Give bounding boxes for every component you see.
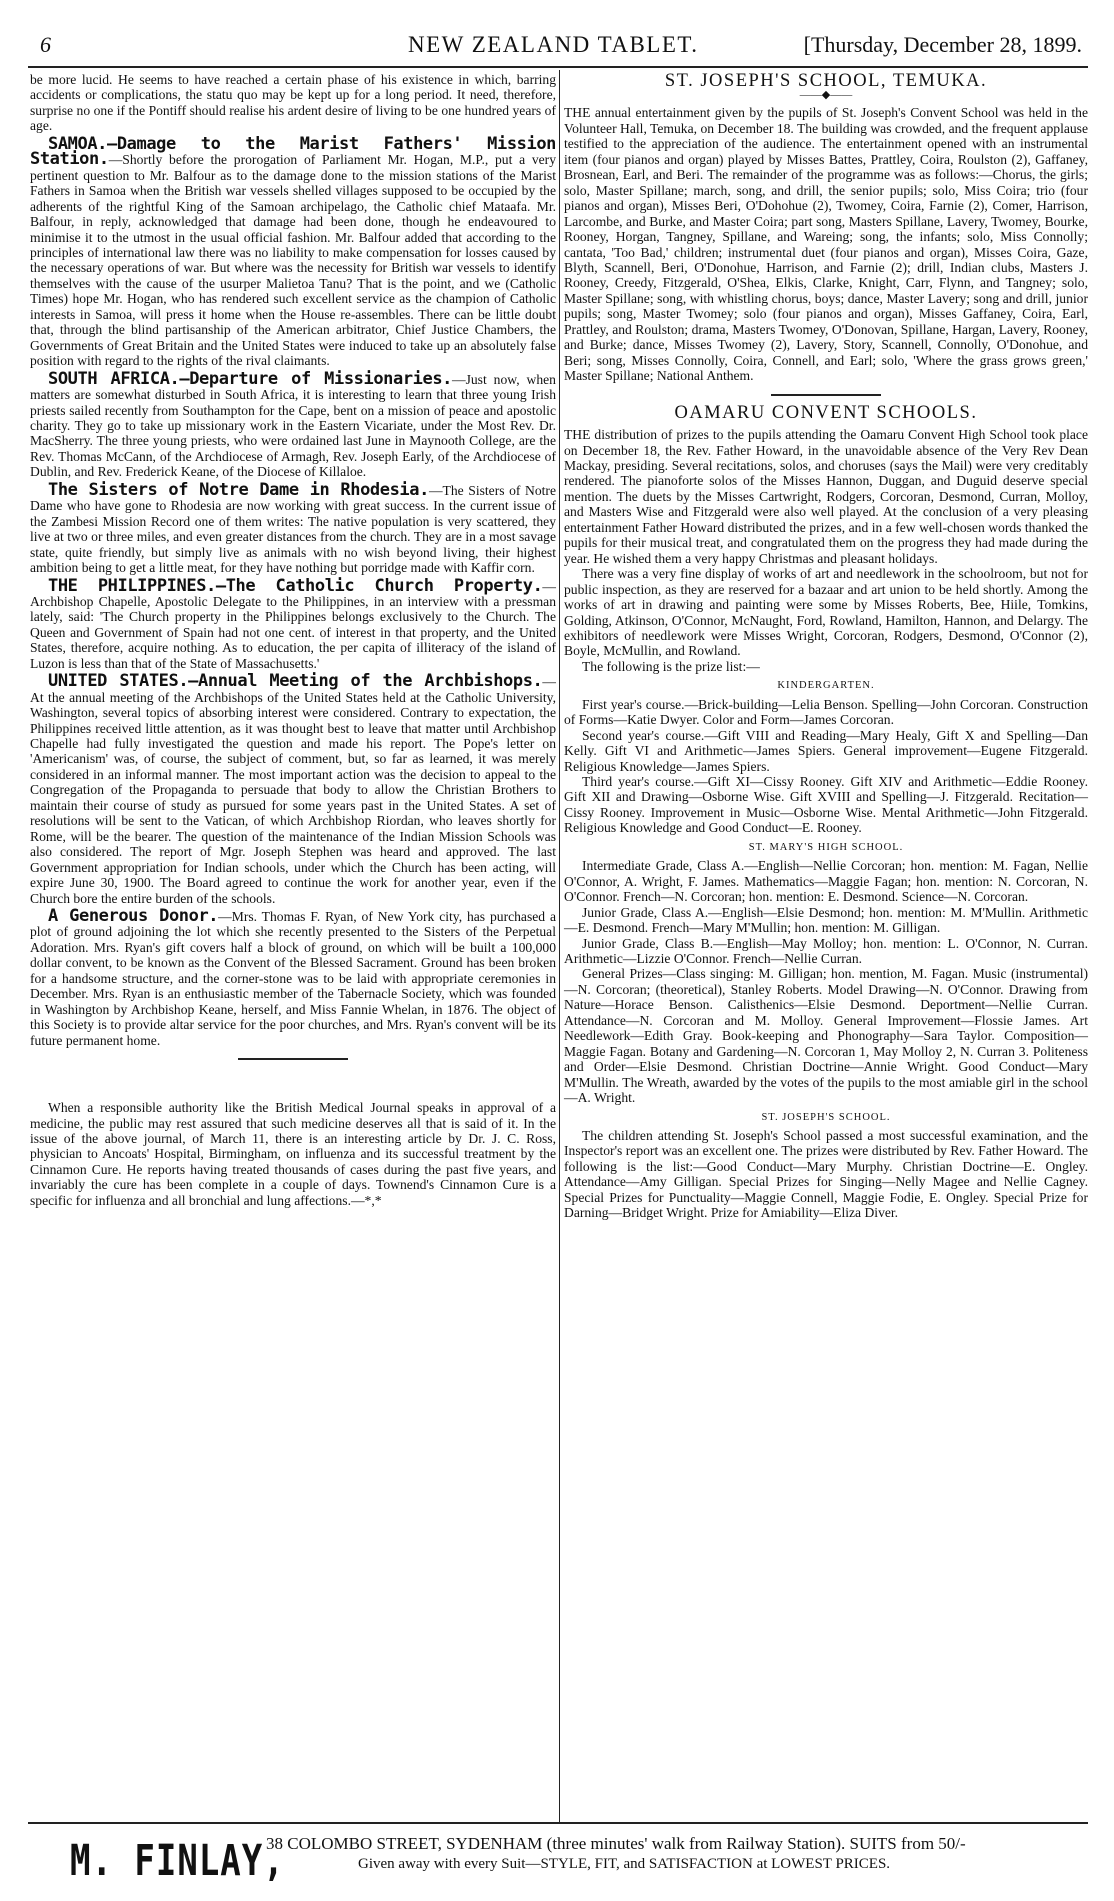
- article-heading: The Sisters of Notre Dame in Rhodesia.: [48, 479, 429, 500]
- article-south-africa: [30, 368, 556, 480]
- header-rule: [28, 66, 1088, 68]
- st-joseph-heading: ST. JOSEPH'S SCHOOL.: [761, 1111, 891, 1123]
- section-divider: [238, 1058, 348, 1060]
- right-column: [564, 72, 1088, 1221]
- advertisement-address: 38 COLOMBO STREET, SYDENHAM (three minutes' walk from Railway Station). SUITS from 50/-: [266, 1834, 966, 1853]
- opening-paragraph: be more lucid. He seems to have reached a certain phase of his existence in which, barring accidents or complications, the statu quo may be kept up for a long period. It need, therefore, surprise no one if the Pontiff should realise his ardent desire of living to be one hundred years of age.: [30, 72, 556, 134]
- section-title-oamaru: OAMARU CONVENT SCHOOLS.: [674, 402, 978, 423]
- left-column: [30, 72, 556, 1208]
- article-body: —At the annual meeting of the Archbishops of the United States held at the Catholic University, Washington, several topics of absorbing interest were considered. Contrary to expectation, the Philippines received little attention, as it was thought best to leave that matter until Archbishop Chapelle had fully investigated the question and made his report. The Pope's letter on 'Americanism' was, of course, the subject of comment, but, so far as learned, it was merely considered in an informal manner. The most important action was the decision to appeal to the Congregation of the Propaganda to persuade that body to allow the Christian Brothers to maintain their course of study as pursued for some years past in the United States. A set of resolutions will be sent to the Vatican, of which Archbishop Riordan, who leaves shortly for Rome, will be the bearer. The question of the maintenance of the Indian Mission Schools was also considered. The report of Mgr. Joseph Stephen was heard and approved. The last Government appropriation for Indian schools, under which the Church has been acting, will expire June 30, 1900. The Board agreed to continue the work for another year, even if the Church bore the entire burden of the schools.: [30, 674, 556, 906]
- temuka-report: THE annual entertainment given by the pupils of St. Joseph's Convent School was held in the Volunteer Hall, Temuka, on December 18. The building was crowded, and the frequent applause testified to the appreciation of the audience. The entertainment opened with an instrumental item (four pianos and organ) played by Misses Battes, Prattley, Coira, Roulston (2), Gaffaney, Brosnean, Earl, and Beri. The remainder of the programme was as follows:—Chorus, the girls; solo, Master Spillane; march, song, and drill, the senior pupils; solo, Miss Coira; trio (four pianos and organ), Misses Beri, O'Dohohue (2), Twomey, Coira, Farnie (2), Comer, Harrison, Larcombe, and Burke, and Master Coira; part song, Masters Spillane, Lavery, Twomey, Bourke, Rooney, Horgan, Tangney, Spillane, and Wareing; song, the infants; solo, Miss Connolly; cantata, 'Too Bad,' children; instrumental duet (four pianos and organ), Misses Coira, Gaze, Blyth, Scannell, Beri, O'Donohue, Harrison, and Farnie (2); drill, Indian clubs, Masters J. Rooney, Creedy, Fitzgerald, O'Shea, Elkis, Clarke, Knight, Carr, Flynn, and Tangney; solo, Master Spillane; song, with whistling chorus, boys; dance, Master Lavery; song and drill, junior pupils; song, Master Twomey; solo (four pianos and organ), Misses Gaffaney, Coira, Earl, Prattley, and Roulston; drama, Masters Twomey, O'Donovan, Spillane, Hargan, Lavery, Rooney, and Burke; dance, Misses Twomey (2), Lavery, Story, Scannell, Connolly, O'Donohue, and Beri; song, Misses Connolly, Coira, Connell, and Earl; solo, 'Where the grass grows green,' Master Spillane; National Anthem.: [564, 105, 1088, 384]
- newspaper-title: NEW ZEALAND TABLET.: [408, 32, 699, 57]
- article-body: —Mrs. Thomas F. Ryan, of New York city, has purchased a plot of ground adjoining the lot which she recently presented to the Sisters of the Perpetual Adoration. Mrs. Ryan's gift covers half a block of ground, on which will be built a 100,000 dollar convent, to be known as the Convent of the Blessed Sacrament. Ground has been broken for a handsome structure, and the corner-stone was to be laid with appropriate ceremonies in December. Mrs. Ryan is an enthusiastic member of the Tabernacle Society, which was founded in Washington by Archbishop Keane, herself, and Miss Fannie Whelan, in 1876. The object of this Society is to provide altar service for the poor churches, and Mrs. Ryan's convent will be its future permanent home.: [30, 909, 556, 1048]
- article-generous-donor: [30, 906, 556, 1048]
- article-heading: UNITED STATES.—Annual Meeting of the Archbishops.: [48, 671, 543, 692]
- high-school-heading: ST. MARY'S HIGH SCHOOL.: [748, 841, 904, 853]
- article-body: —Just now, when matters are somewhat disturbed in South Africa, it is interesting to learn that three young Irish priests sailed recently from Southampton for the Cape, bent on a mission of peace and apostolic charity. They go to take up missionary work in the Eastern Vicariate, under the Most Rev. Dr. MacSherry. The three young priests, who were ordained last June in Maynooth College, are the Rev. Thomas McCann, of the Archdiocese of Armagh, Rev. Joseph Early, of the Archdiocese of Dublin, and Rev. Frederick Keane, of the Diocese of Killaloe.: [30, 371, 556, 480]
- prize-paragraph: Junior Grade, Class A.—English—Elsie Desmond; hon. mention: M. M'Mullin. Arithmetic—E. Desmond. French—Mary M'Mullin; hon. mention: M. Gilligan.: [564, 904, 1088, 936]
- article-philippines: [30, 575, 556, 672]
- article-heading: SOUTH AFRICA.—Departure of Missionaries.: [48, 368, 452, 389]
- article-heading: SAMOA.—Damage to the Marist Fathers' Mission Station.: [30, 133, 556, 170]
- prize-paragraph: Second year's course.—Gift VIII and Reading—Mary Healy, Gift X and Spelling—Dan Kelly. Gift VI and Arithmetic—James Spiers. General improvement—Eugene Fitzgerald. Religious Knowledge—James Spiers.: [564, 727, 1088, 774]
- section-title-temuka: ST. JOSEPH'S SCHOOL, TEMUKA.: [664, 71, 988, 91]
- article-body: —Archbishop Chapelle, Apostolic Delegate to the Philippines, in an interview with a pressman lately, said: 'The Church property in the Philippines belongs exclusively to the Church. The Queen and Government of Spain had not one cent. of interest in that property, and the United States, therefore, acquire nothing. As to education, the per capita of illiteracy of the island of Luzon is less than that of the State of Massachusetts.': [30, 578, 556, 671]
- advertisement: [28, 1832, 1088, 1884]
- article-rhodesia: [30, 479, 556, 576]
- oamaru-intro: THE distribution of prizes to the pupils attending the Oamaru Convent High School took place on December 18, the Rev. Father Howard, in the unavoidable absence of the Very Rev Dean Mackay, presiding. Several recitations, solos, and choruses (says the Mail) were very creditably rendered. The pianoforte solos of the Misses Hannon, Duggan, and Duguid deserve special mention. The duets by the Misses Cartwright, Rodgers, Corcoran, Desmond, Curran, Molloy, and Masters Wise and Fitzgerald were also well played. At the conclusion of a very pleasing entertainment Father Howard distributed the prizes, and in a few well-chosen words thanked the pupils for their musical treat, and congratulated them on the progress they had made during the year. He wished them a very happy Christmas and pleasant holidays.: [564, 427, 1088, 566]
- prize-paragraph: Third year's course.—Gift XI—Cissy Rooney. Gift XIV and Arithmetic—Eddie Rooney. Gift XII and Drawing—Osborne Wise. Gift XVIII and Spelling—J. Fitzgerald. Recitation—Cissy Rooney. Improvement in Music—Osborne Wise. Mental Arithmetic—John Fitzgerald. Religious Knowledge and Good Conduct—E. Rooney.: [564, 774, 1088, 836]
- advertisement-offer: Given away with every Suit—STYLE, FIT, and SATISFACTION at LOWEST PRICES.: [358, 1856, 891, 1872]
- article-samoa: [30, 133, 556, 369]
- kindergarten-heading: KINDERGARTEN.: [777, 680, 875, 692]
- ornament-icon: ——◆——: [799, 89, 853, 102]
- article-body: —Shortly before the prorogation of Parliament Mr. Hogan, M.P., put a very pertinent question to Mr. Balfour as to the damage done to the mission stations of the Marist Fathers in Samoa when the British war vessels shelled villages supposed to be occupied by the adherents of the rightful King of the Samoan archipelago, the Catholic chief Mataafa. Mr. Balfour, in reply, acknowledged that damage had been done, though he endeavoured to minimise it to the utmost in the usual official fashion. Mr. Balfour added that according to the principles of international law there was no liability to make compensation for losses caused by the necessary operations of war. But where was the necessity for British war vessels to identify themselves with the cause of the usurper Malietoa Tanu? That is the point, and we (Catholic Times) hope Mr. Hogan, who has rendered such excellent service as the champion of Catholic interests in Samoa, will press it home when the House re-assembles. There can be little doubt that, through the blind partisanship of the American arbitrator, Chief Justice Chambers, the Governments of Great Britain and the United States were induced to take up an absolutely false position with regard to the rights of the rival claimants.: [30, 152, 556, 369]
- advertiser-name: M. FINLAY,: [70, 1836, 285, 1886]
- page-header: [28, 28, 1088, 62]
- article-heading: A Generous Donor.: [48, 906, 219, 927]
- issue-date: [Thursday, December 28, 1899.: [803, 32, 1082, 57]
- page-number: 6: [40, 32, 51, 57]
- article-united-states: [30, 671, 556, 906]
- oamaru-display: There was a very fine display of works of art and needlework in the schoolroom, but not for public inspection, as they are reserved for a bazaar and art union to be held shortly. Among the works of art in drawing and painting were some by Misses Roberts, Bee, Hiile, Tomkins, Golding, Atkinson, O'Connor, McNaught, Ford, Rowland, Hamilton, Hannon, and Delargy. The exhibitors of needlework were Misses Wright, Corcoran, Rodgers, Desmond, O'Connor (2), Boyle, McMullin, and Rowland.: [564, 566, 1088, 659]
- medical-notice: When a responsible authority like the British Medical Journal speaks in approval of a medicine, the public may rest assured that such medicine deserves all that is said of it. In the issue of the above journal, of March 11, there is an interesting article by Dr. J. C. Ross, physician to Ancoats' Hospital, Birmingham, on influenza and its successful treatment by the Cinnamon Cure. He reports having treated thousands of cases during the past five years, and invariably the cure has been complete in a couple of days. Townend's Cinnamon Cure is a specific for influenza and all bronchial and lung affections.—*,*: [30, 1100, 556, 1208]
- column-rule: [559, 70, 560, 1822]
- prize-list-intro: The following is the prize list:—: [582, 658, 760, 674]
- prize-paragraph: First year's course.—Brick-building—Lelia Benson. Spelling—John Corcoran. Construction of Forms—Katie Dwyer. Color and Form—James Corcoran.: [564, 696, 1088, 728]
- prize-paragraph: The children attending St. Joseph's School passed a most successful examination, and the Inspector's report was an excellent one. The prizes were distributed by Rev. Father Howard. The following is the list:—Good Conduct—Mary Murphy. Christian Doctrine—E. Ongley. Attendance—Amy Gilligan. Special Prizes for Singing—Nelly Magee and Nellie Cagney. Special Prizes for Punctuality—Maggie Connell, Maggie Fodie, E. Ongley. Special Prize for Darning—Bridget Wright. Prize for Amiability—Eliza Diver.: [564, 1128, 1088, 1221]
- prize-paragraph: General Prizes—Class singing: M. Gilligan; hon. mention, M. Fagan. Music (instrumental)—N. Corcoran; (theoretical), Stanley Roberts. Model Drawing—N. O'Connor. Drawing from Nature—Horace Benson. Calisthenics—Elsie Desmond. Deportment—Nellie Curran. Attendance—N. Corcoran and M. Molloy. General Improvement—Flossie James. Art Needlework—Edith Gray. Book-keeping and Phonography—Sara Taylor. Composition—Maggie Fagan. Botany and Gardening—N. Corcoran 1, May Molloy 2, N. Curran 3. Politeness and Order—Elsie Desmond. Christian Doctrine—Annie Wright. Good Conduct—Mary M'Mullin. The Wreath, awarded by the votes of the pupils to the most amiable girl in the school—A. Wright.: [564, 966, 1088, 1106]
- prize-paragraph: Junior Grade, Class B.—English—May Molloy; hon. mention: L. O'Connor, N. Curran. Arithmetic—Lizzie O'Connor. French—Nellie Curran.: [564, 935, 1088, 967]
- article-body: —The Sisters of Notre Dame who have gone to Rhodesia are now working with great success. In the current issue of the Zambesi Mission Record one of them writes: The native population is very scattered, they live at two or three miles, and even greater distances from the church. They are in a most savage state, quite friendly, but simply live as animals with no wish beyond living, their highest ambition being to get a little meat, for they have nothing but porridge made with Kaffir corn.: [30, 482, 556, 576]
- section-divider: [771, 394, 881, 396]
- article-heading: THE PHILIPPINES.—The Catholic Church Property.: [48, 575, 543, 596]
- prize-paragraph: Intermediate Grade, Class A.—English—Nellie Corcoran; hon. mention: M. Fagan, Nellie O'Connor, A. Wright, F. James. Mathematics—Maggie Fagan; hon. mention: N. Corcoran, N. O'Connor. French—N. Corcoran; hon. mention: E. Desmond. Science—N. Corcoran.: [564, 858, 1088, 905]
- footer-rule: [28, 1822, 1088, 1824]
